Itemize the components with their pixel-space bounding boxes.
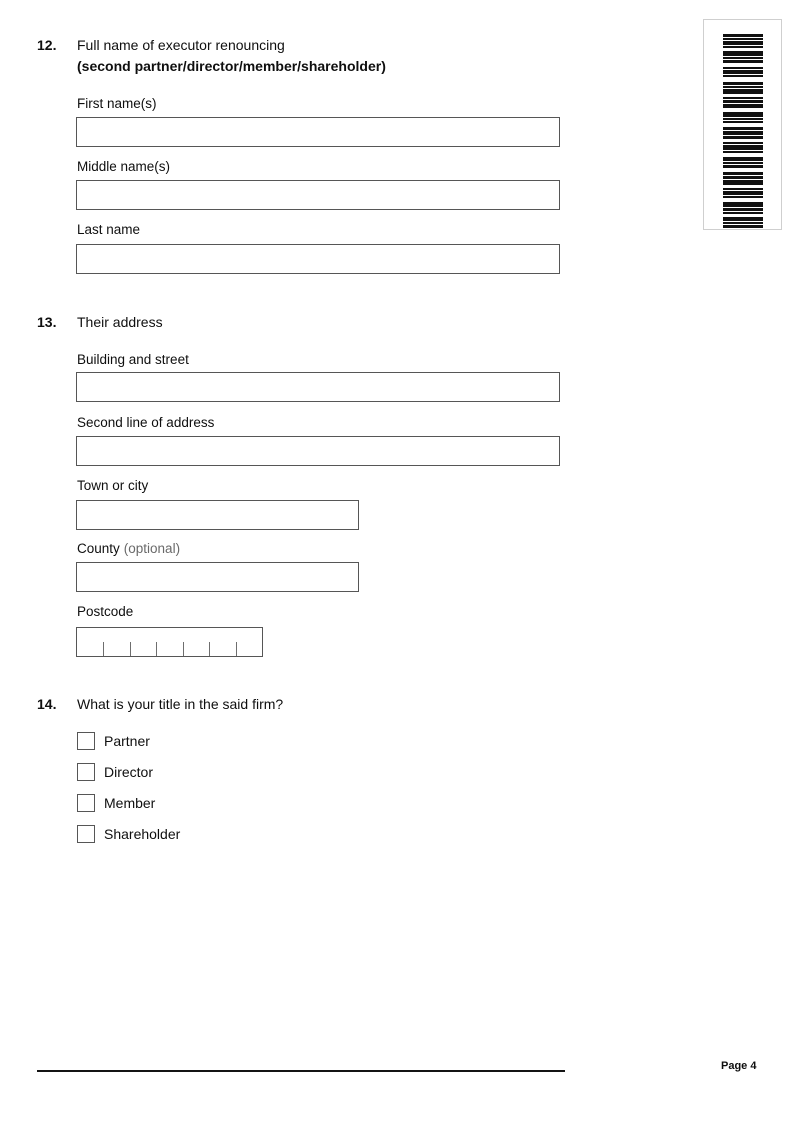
page-number: Page 4 — [721, 1060, 757, 1072]
question-13-title: Their address — [77, 314, 163, 330]
question-14-number: 14. — [37, 696, 57, 712]
option-row-member — [77, 794, 155, 812]
building-street-label: Building and street — [77, 352, 189, 367]
question-12-title: Full name of executor renouncing — [77, 37, 285, 53]
question-13-number: 13. — [37, 314, 57, 330]
building-street-input[interactable] — [76, 372, 560, 402]
question-12-subtitle: (second partner/director/member/shareholder) — [77, 58, 386, 74]
question-14-title: What is your title in the said firm? — [77, 696, 284, 712]
question-12-number: 12. — [37, 37, 57, 53]
town-city-label: Town or city — [77, 478, 149, 493]
second-line-input[interactable] — [76, 436, 560, 466]
county-optional-text: (optional) — [123, 541, 181, 556]
barcode-bars — [723, 34, 763, 228]
option-row-shareholder — [77, 825, 180, 843]
first-name-label: First name(s) — [77, 96, 157, 111]
checkbox-director-label: Director — [104, 764, 154, 780]
checkbox-member[interactable] — [77, 794, 95, 812]
middle-name-input[interactable] — [76, 180, 560, 210]
town-city-input[interactable] — [76, 500, 359, 530]
footer-rule — [37, 1070, 565, 1072]
last-name-input[interactable] — [76, 244, 560, 274]
last-name-label: Last name — [77, 222, 141, 237]
county-label — [77, 541, 180, 557]
county-input[interactable] — [76, 562, 359, 592]
postcode-label: Postcode — [77, 604, 134, 619]
checkbox-member-label: Member — [104, 795, 156, 811]
middle-name-label: Middle name(s) — [77, 159, 171, 174]
checkbox-partner-label: Partner — [104, 733, 150, 749]
second-line-label: Second line of address — [77, 415, 215, 430]
checkbox-shareholder[interactable] — [77, 825, 95, 843]
option-row-director — [77, 763, 153, 781]
option-row-partner — [77, 732, 150, 750]
checkbox-director[interactable] — [77, 763, 95, 781]
barcode — [703, 19, 782, 230]
checkbox-partner[interactable] — [77, 732, 95, 750]
county-label-text: County — [77, 541, 120, 556]
checkbox-shareholder-label: Shareholder — [104, 826, 181, 842]
first-name-input[interactable] — [76, 117, 560, 147]
postcode-input[interactable] — [76, 627, 263, 657]
